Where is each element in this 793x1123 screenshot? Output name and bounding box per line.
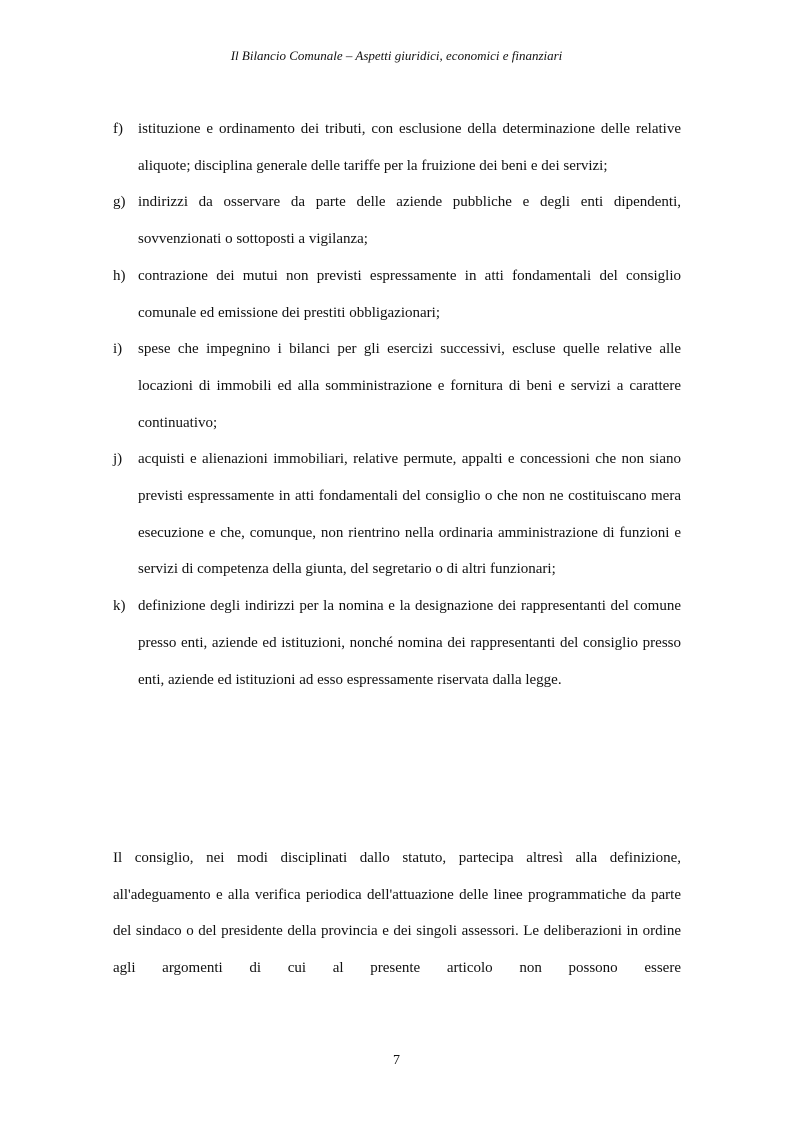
list-item-h (113, 258, 681, 331)
list-item-i (113, 331, 681, 441)
list-marker: f) (113, 121, 123, 137)
running-header: Il Bilancio Comunale – Aspetti giuridici, economici e finanziari (230, 48, 563, 63)
list-item-text: spese che impegnino i bilanci per gli esercizi successivi, escluse quelle relative alle locazioni di immobili ed alla somministrazione e fornitura di beni e servizi a carattere continuativo; (138, 341, 681, 431)
list-item-k (113, 588, 681, 698)
list-item-text: istituzione e ordinamento dei tributi, con esclusione della determinazione delle relative aliquote; disciplina generale delle tariffe per la fruizione dei beni e dei servizi; (138, 121, 681, 174)
list-item-text: acquisti e alienazioni immobiliari, relative permute, appalti e concessioni che non siano previsti espressamente in atti fondamentali del consiglio o che non ne costituiscano mera esecuzione e che, comunque, non rientrino nella ordinaria amministrazione di funzioni e servizi di competenza della giunta, del segretario o di altri funzionari; (138, 451, 681, 578)
article-list (113, 111, 681, 698)
list-item-text: contrazione dei mutui non previsti espressamente in atti fondamentali del consiglio comunale ed emissione dei prestiti obbligazionari; (138, 267, 681, 321)
list-marker: j) (113, 451, 123, 468)
body-paragraph: Il consiglio, nei modi disciplinati dallo statuto, partecipa altresì alla definizione, all'adeguamento e alla verifica periodica dell'attuazione delle linee programmatiche da parte del sindaco o del presidente della provincia e dei singoli assessori. Le deliberazioni in ordine agli argomenti di cui al presente articolo non possono essere (113, 850, 681, 977)
list-marker: i) (113, 341, 123, 358)
list-item-f (113, 111, 681, 184)
list-item-text: indirizzi da osservare da parte delle aziende pubbliche e degli enti dipendenti, sovvenzionati o sottoposti a vigilanza; (138, 194, 681, 248)
list-item-text: definizione degli indirizzi per la nomina e la designazione dei rappresentanti del comune presso enti, aziende ed istituzioni, nonché nomina dei rappresentanti del consiglio presso enti, aziende ed istituzioni ad esso espressamente riservata dalla legge. (138, 598, 681, 688)
list-marker: k) (113, 598, 126, 615)
list-marker: g) (113, 194, 126, 211)
list-item-g (113, 184, 681, 257)
list-item-j (113, 441, 681, 588)
page-number: 7 (393, 1053, 400, 1068)
list-marker: h) (113, 267, 126, 284)
